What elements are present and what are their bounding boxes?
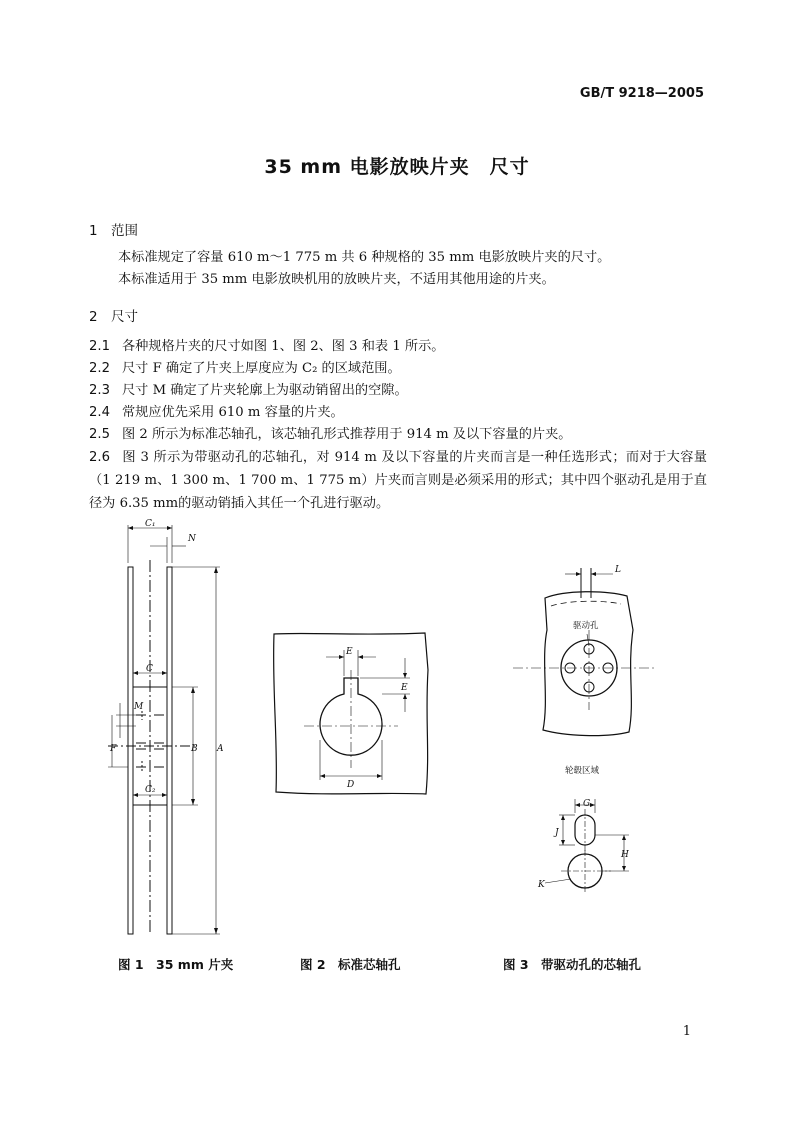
label-b: B [191, 744, 198, 754]
clause-text: 图 3 所示为带驱动孔的芯轴孔，对 914 m 及以下容量的片夹而言是一种任选形式；而对于大容量（1 219 m、1 300 m、1 700 m、1 775 m）片夹而言则是必须采用的形式；其中四个驱动孔是用于直径为 6.35 mm的驱动销插入其任一个孔进行驱动。 [89, 450, 707, 511]
clause-2-4 [89, 402, 707, 424]
label-e-top: E [346, 647, 353, 657]
clause-2-2 [89, 358, 707, 380]
figure-2-caption: 图 2 标准芯轴孔 [300, 957, 401, 972]
clause-number: 2.1 [89, 339, 110, 354]
figure-1-reel-side-view [98, 515, 248, 935]
section-number: 1 [89, 223, 98, 239]
label-c1: C₁ [145, 519, 156, 529]
clause-text: 各种规格片夹的尺寸如图 1、图 2、图 3 和表 1 所示。 [122, 339, 445, 354]
clause-2-3 [89, 380, 707, 402]
hub-outline [543, 592, 633, 736]
section-2-heading [89, 305, 138, 325]
section-1-paragraph-2: 本标准适用于 35 mm 电影放映机用的放映片夹，不适用其他用途的片夹。 [118, 272, 555, 287]
clause-text: 尺寸 M 确定了片夹轮廓上为驱动销留出的空隙。 [122, 383, 408, 398]
standard-number: GB/T 9218—2005 [579, 86, 704, 101]
section-1-heading [89, 219, 138, 239]
clause-number: 2.5 [89, 427, 110, 442]
right-flange [167, 567, 172, 934]
page-number: 1 [682, 1024, 691, 1039]
label-j: J [555, 828, 559, 838]
label-h: H [621, 850, 629, 860]
label-a: A [217, 744, 224, 754]
clause-number: 2.6 [89, 450, 110, 465]
left-flange [128, 567, 133, 934]
label-c2: C₂ [145, 785, 156, 795]
figure-3-drive-hole-core [505, 560, 665, 780]
section-1-paragraph-1: 本标准规定了容量 610 m～1 775 m 共 6 种规格的 35 mm 电影放映片夹的尺寸。 [118, 250, 611, 265]
label-n: N [188, 534, 196, 544]
section-title: 尺寸 [111, 309, 138, 325]
label-drive-hole: 驱动孔 [573, 621, 599, 631]
figure-2-standard-core-hole [270, 630, 435, 800]
label-e-side: E [401, 683, 408, 693]
figure-3-drive-hole-detail [535, 795, 635, 905]
clause-text: 尺寸 F 确定了片夹上厚度应为 C₂ 的区域范围。 [122, 361, 401, 376]
section-title: 范围 [111, 223, 138, 239]
clause-2-1 [89, 336, 707, 358]
clause-text: 图 2 所示为标准芯轴孔，该芯轴孔形式推荐用于 914 m 及以下容量的片夹。 [122, 427, 572, 442]
label-c: C [146, 664, 153, 674]
figure-3-caption: 图 3 带驱动孔的芯轴孔 [503, 957, 642, 972]
label-m: M [134, 702, 144, 712]
clause-number: 2.2 [89, 361, 110, 376]
label-d: D [347, 780, 355, 790]
label-g: G [583, 799, 591, 809]
clause-number: 2.3 [89, 383, 110, 398]
document-title: 35 mm 电影放映片夹 尺寸 [264, 156, 530, 178]
clause-number: 2.4 [89, 405, 110, 420]
label-l: L [615, 565, 621, 575]
section-number: 2 [89, 309, 98, 325]
clause-text: 常规应优先采用 610 m 容量的片夹。 [122, 405, 344, 420]
label-f: F [110, 744, 117, 754]
label-k: K [538, 880, 545, 890]
figure-1-caption: 图 1 35 mm 片夹 [118, 957, 234, 972]
clause-2-6 [89, 446, 707, 515]
label-hub-region: 轮毂区域 [565, 766, 600, 776]
clause-2-5 [89, 424, 707, 446]
